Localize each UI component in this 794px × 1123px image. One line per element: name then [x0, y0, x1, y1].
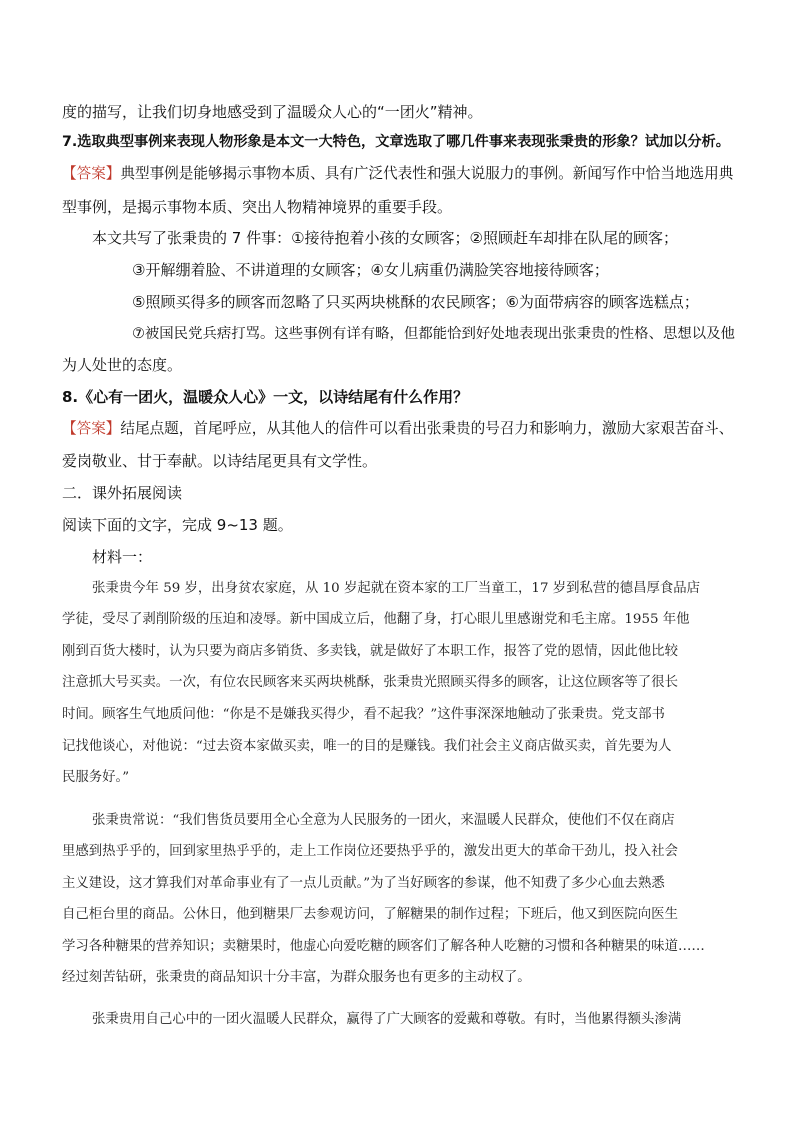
section-heading: 二．课外拓展阅读: [62, 484, 183, 502]
q7-events-line-1: 本文共写了张秉贵的 7 件事：①接待抱着小孩的女顾客；②照顾赶车却排在队尾的顾客；: [92, 229, 678, 247]
material-p2-line-6: 经过刻苦钻研，张秉贵的商品知识十分丰富，为群众服务也有更多的主动权了。: [62, 970, 531, 985]
q7-answer-line-2: 型事例，是揭示事物本质、突出人物精神境界的重要手段。: [62, 198, 453, 216]
material-p1-line-5: 时间。顾客生气地质问他：“你是不是嫌我买得少，看不起我？”这件事深深地触动了张秉贵。党支部书: [62, 707, 665, 722]
q7-answer-line-1: [62, 164, 733, 184]
q7-events-line-4: ⑦被国民党兵痞打骂。这些事例有详有略，但都能恰到好处地表现出张秉贵的性格、思想以及他: [132, 326, 735, 342]
section-instruction: 阅读下面的文字，完成 9~13 题。: [62, 516, 293, 534]
material-p1-line-3: 刚到百货大楼时，认为只要为商店多销货、多卖钱，就是做好了本职工作，报答了党的恩情，因此他比较: [62, 644, 678, 659]
answer-tag: 【答案】: [62, 420, 121, 437]
question-7: 7.选取典型事例来表现人物形象是本文一大特色，文章选取了哪几件事来表现张秉贵的形象？试加以分析。: [62, 134, 730, 150]
q7-events-line-2: ③开解绷着脸、不讲道理的女顾客；④女儿病重仍满脸笑容地接待顾客；: [132, 261, 609, 279]
material-p1-line-2: 学徒，受尽了剥削阶级的压迫和凌辱。新中国成立后，他翻了身，打心眼儿里感谢党和毛主席。1955 年他: [62, 612, 690, 627]
material-p2-line-5: 学习各种糖果的营养知识；卖糖果时，他虚心向爱吃糖的顾客们了解各种人吃糖的习惯和各种糖果的味道……: [62, 939, 705, 954]
q7-events-line-5: 为人处世的态度。: [62, 356, 183, 374]
continuation-line: 度的描写，让我们切身地感受到了温暖众人心的“一团火”精神。: [62, 103, 483, 121]
material-p2-line-2: 里感到热乎乎的，回到家里热乎乎的，走上工作岗位还要热乎乎的，激发出更大的革命干劲儿，投入社会: [62, 844, 678, 859]
answer-tag: 【答案】: [62, 165, 121, 182]
material-p2-line-4: 自己柜台里的商品。公休日，他到糖果厂去参观访问，了解糖果的制作过程；下班后，他又到医院向医生: [62, 907, 678, 922]
q8-answer-line-1: [62, 419, 733, 439]
question-8: 8.《心有一团火，温暖众人心》一文，以诗结尾有什么作用？: [62, 388, 469, 406]
q7-events-line-3: ⑤照顾买得多的顾客而忽略了只买两块桃酥的农民顾客；⑥为面带病容的顾客选糕点；: [132, 293, 699, 311]
q8-answer-line-2: 爱岗敬业、甘于奉献。以诗结尾更具有文学性。: [62, 452, 378, 470]
q7-answer-text-1: 典型事例是能够揭示事物本质、具有广泛代表性和强大说服力的事例。新闻写作中恰当地选用典: [120, 165, 734, 182]
material-p1-line-4: 注意抓大号买卖。一次，有位农民顾客来买两块桃酥，张秉贵光照顾买得多的顾客，让这位顾客等了很长: [62, 675, 678, 690]
material-p2-line-3: 主义建设，这才算我们对革命事业有了一点儿贡献。”为了当好顾客的参谋，他不知费了多少心血去熟悉: [62, 876, 665, 891]
material-label: 材料一：: [92, 548, 153, 566]
material-p1-line-6: 记找他谈心，对他说：“过去资本家做买卖，唯一的目的是赚钱。我们社会主义商店做买卖，首先要为人: [62, 739, 672, 754]
q8-answer-text-1: 结尾点题，首尾呼应，从其他人的信件可以看出张秉贵的号召力和影响力，激励大家艰苦奋斗、: [120, 420, 734, 437]
material-p3-line-1: 张秉贵用自己心中的一团火温暖人民群众，赢得了广大顾客的爱戴和尊敬。有时，当他累得额头渗满: [92, 1012, 682, 1027]
material-p2-line-1: 张秉贵常说：“我们售货员要用全心全意为人民服务的一团火，来温暖人民群众，使他们不仅在商店: [92, 813, 675, 828]
material-p1-line-1: 张秉贵今年 59 岁，出身贫农家庭，从 10 岁起就在资本家的工厂当童工，17 岁到私营的德昌厚食品店: [92, 581, 701, 596]
material-p1-line-7: 民服务好。”: [62, 770, 130, 785]
